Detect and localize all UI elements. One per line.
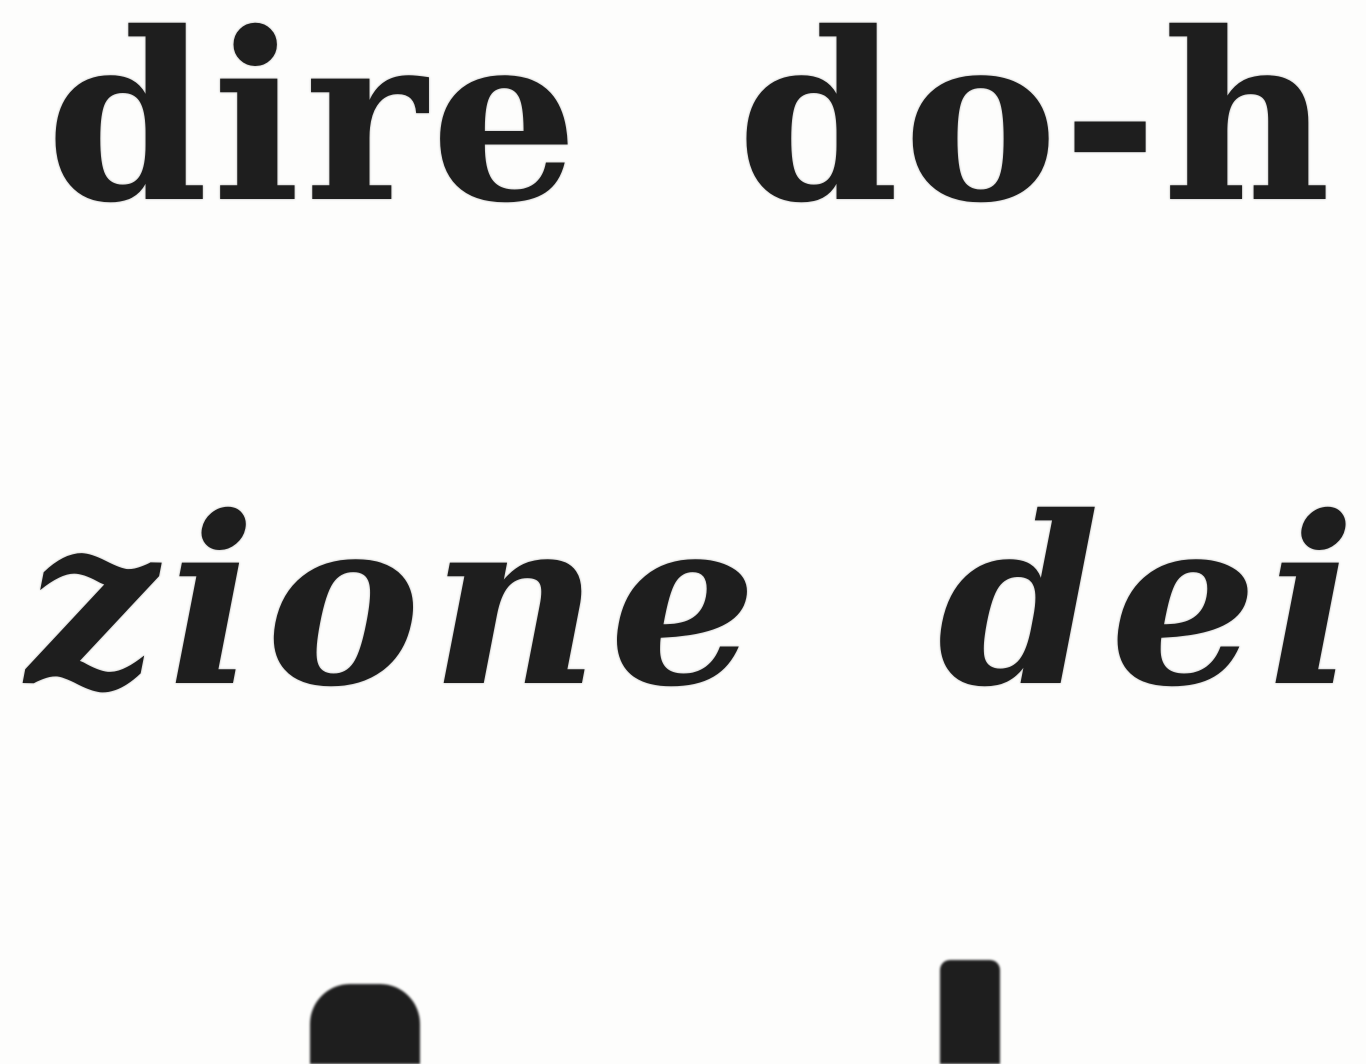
glyph-fragment	[310, 984, 420, 1064]
cropped-next-line	[300, 960, 1024, 1024]
text-line-2: zione dei	[26, 465, 1366, 738]
text-line-1: dire do-h	[46, 0, 1335, 254]
glyph-fragment	[940, 960, 1000, 1064]
